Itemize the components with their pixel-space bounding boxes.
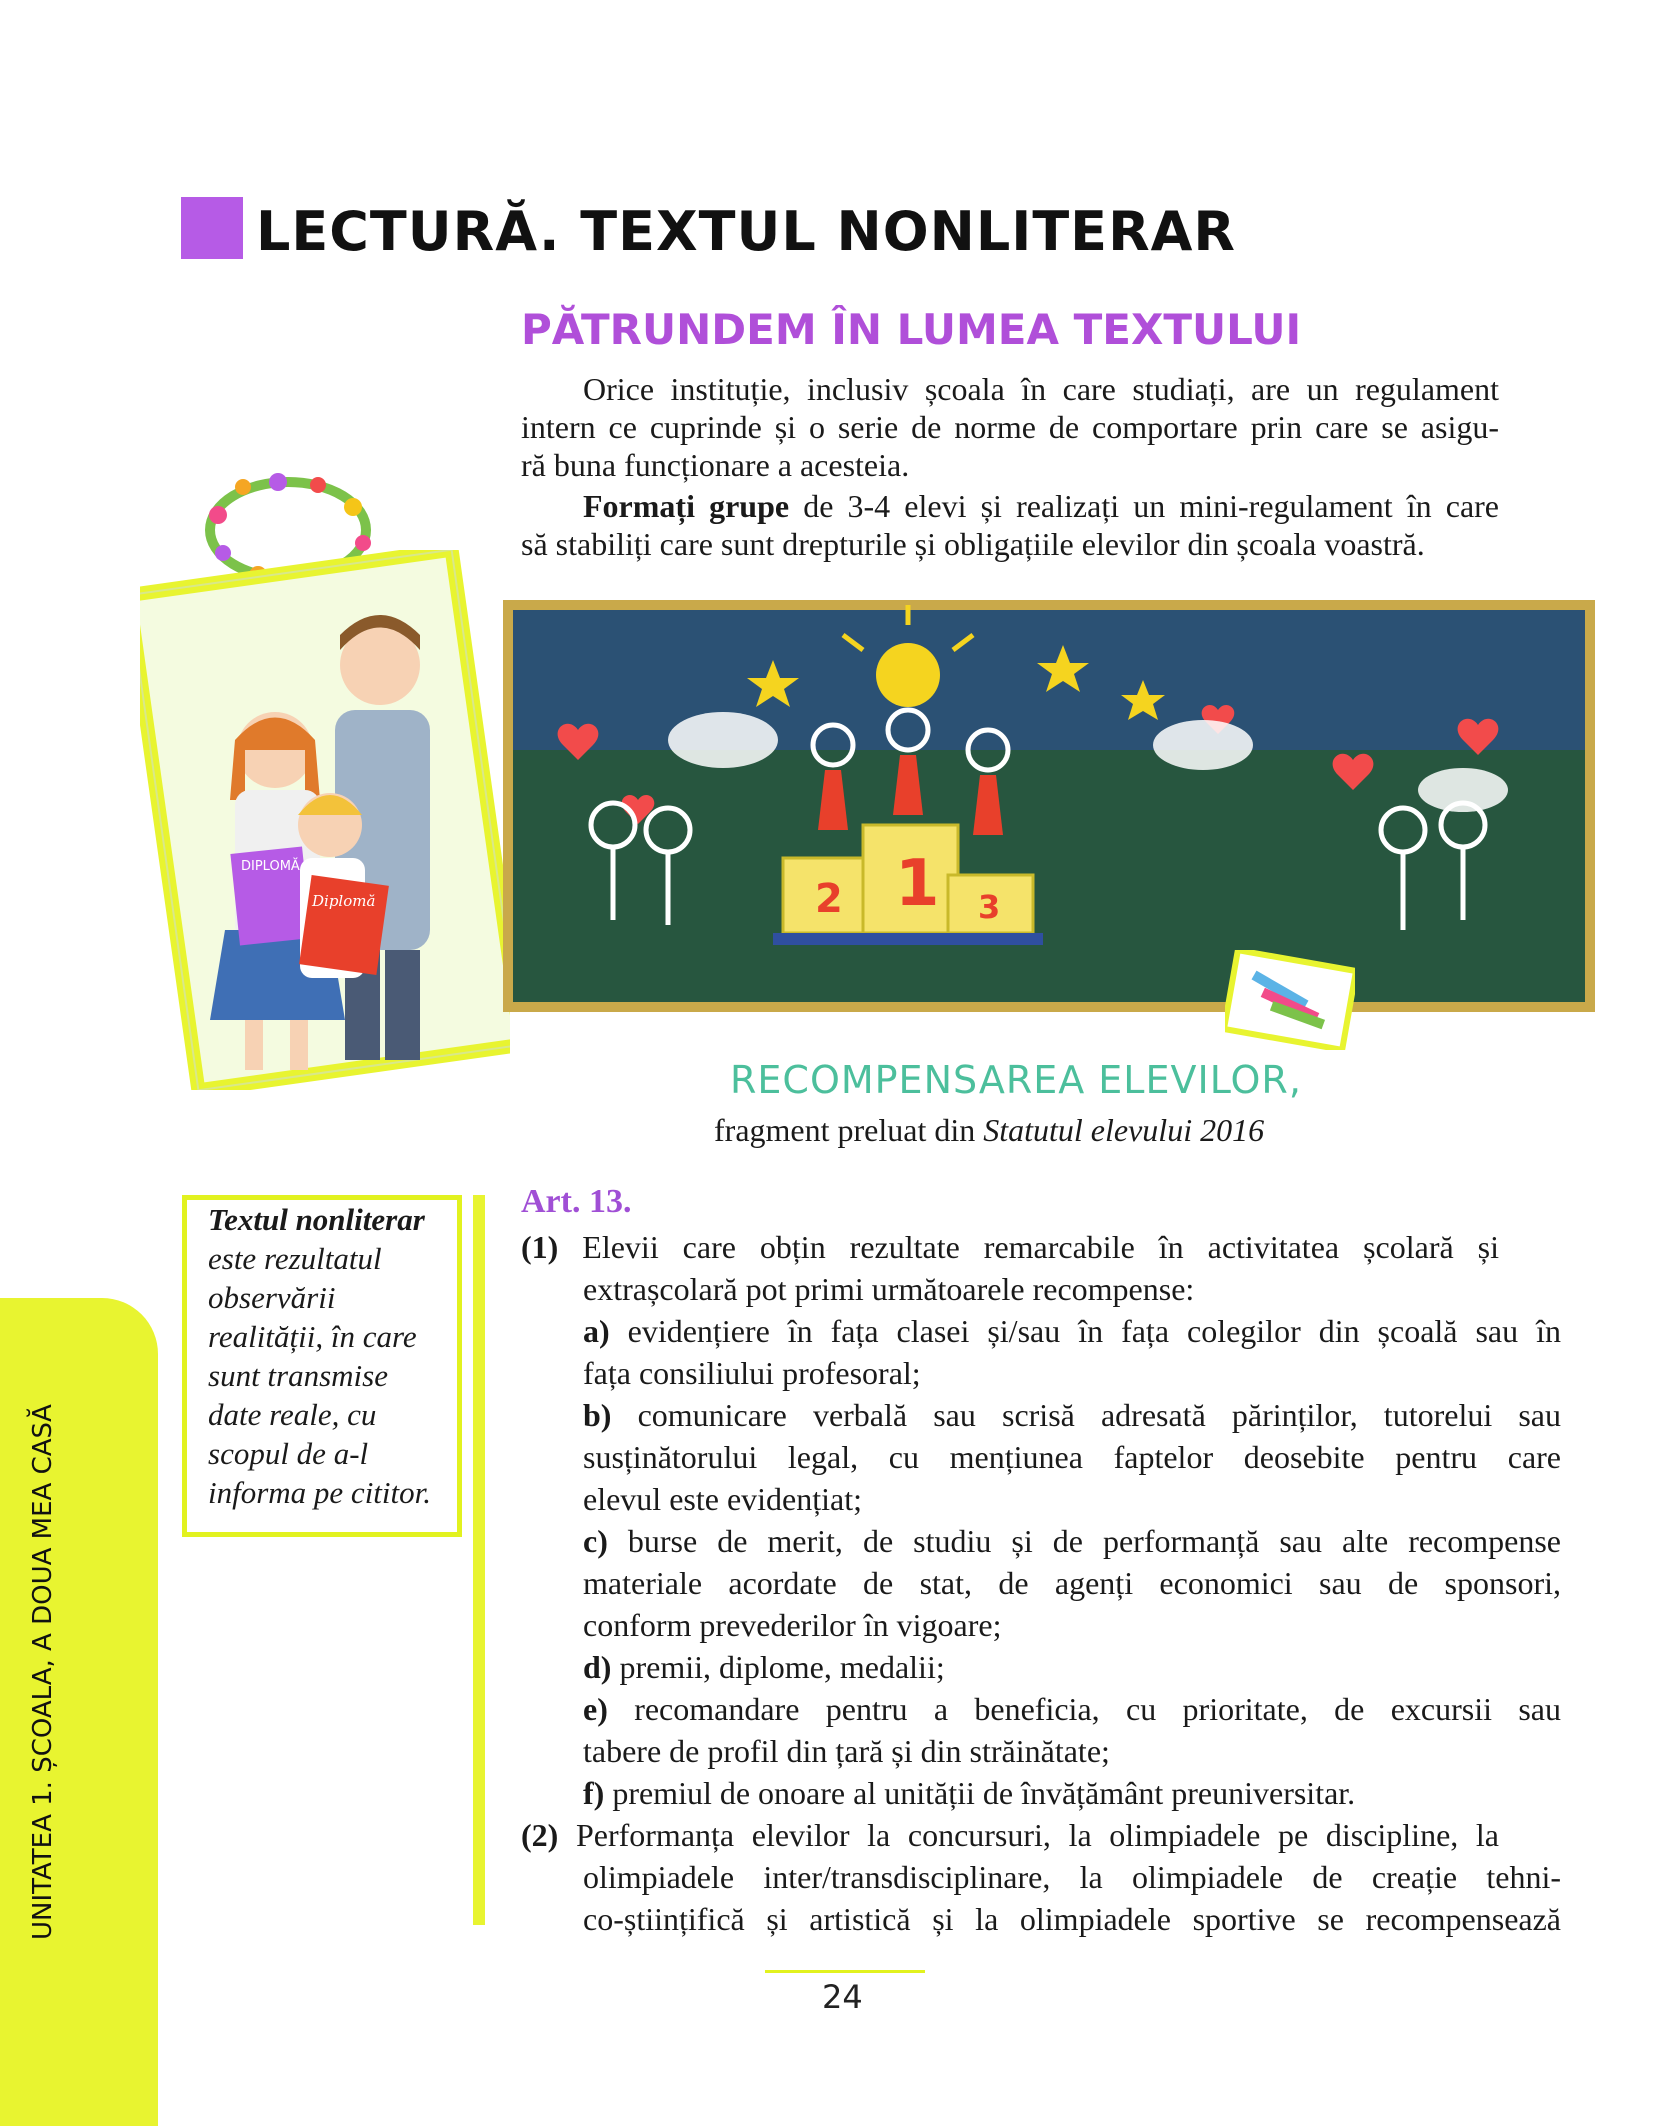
definition-term: Textul nonliterar: [208, 1202, 425, 1237]
intro-line-5: să stabiliți care sunt drepturile și obligațiile elevilor din școala voastră.: [521, 526, 1425, 562]
item-c-line-3: conform prevederilor în vigoare;: [583, 1607, 1002, 1643]
chalkboard-award-illustration: [503, 600, 1595, 1012]
diploma-label-2: Diplomă: [312, 892, 376, 910]
podium-place-3: 3: [978, 888, 1001, 926]
article-p2-line-2: olimpiadele inter/transdisciplinare, la olimpiadele de creație tehni-: [583, 1859, 1561, 1895]
section-title: LECTURĂ. TEXTUL NONLITERAR: [256, 200, 1237, 263]
article-p2-line-1: (2) Performanța elevilor la concursuri, la olimpiadele pe discipline, la: [521, 1817, 1499, 1853]
podium-place-2: 2: [815, 876, 843, 922]
item-c-line-1: c) burse de merit, de studiu și de performanță sau alte recompense: [583, 1523, 1561, 1559]
page-number-rule: [765, 1970, 925, 1973]
item-b-line-2: susținătorului legal, cu mențiunea faptelor deosebite pentru care: [583, 1439, 1561, 1475]
article-title: Art. 13.: [521, 1183, 632, 1220]
item-f-line-1: f) premiul de onoare al unității de învățământ preuniversitar.: [583, 1775, 1356, 1811]
students-with-diplomas-illustration: [140, 550, 510, 1090]
intro-line-2: intern ce cuprinde și o serie de norme de comportare prin care se asigu-: [521, 409, 1499, 445]
item-e-line-1: e) recomandare pentru a beneficia, cu prioritate, de excursii sau: [583, 1691, 1561, 1727]
item-e-line-2: tabere de profil din țară și din străinătate;: [583, 1733, 1110, 1769]
intro-line-4: Formați grupe de 3-4 elevi și realizați un mini-regulament în care: [583, 488, 1500, 524]
intro-bold: Formați grupe: [583, 488, 790, 524]
source-title: RECOMPENSAREA ELEVILOR,: [730, 1058, 1302, 1102]
source-fragment: fragment preluat din Statutul elevului 2016: [714, 1112, 1265, 1148]
item-a-line-2: fața consiliului profesoral;: [583, 1355, 921, 1391]
item-b-line-3: elevul este evidențiat;: [583, 1481, 862, 1517]
source-document-title: Statutul elevului 2016: [983, 1112, 1265, 1148]
item-b-line-1: b) comunicare verbală sau scrisă adresată părinților, tutorelui sau: [583, 1397, 1561, 1433]
article-p1-line-1: (1) Elevii care obțin rezultate remarcabile în activitatea școlară și: [521, 1229, 1499, 1265]
unit-tab: [0, 1298, 158, 2126]
intro-line-3: ră buna funcționare a acesteia.: [521, 447, 910, 483]
intro-line-1: Orice instituție, inclusiv școala în care studiați, are un regulament: [583, 371, 1499, 407]
podium-place-1: 1: [895, 847, 940, 921]
section-marker: [181, 197, 243, 259]
item-d-line-1: d) premii, diplome, medalii;: [583, 1649, 945, 1685]
definition-text: Textul nonliterar este rezultatul observării realității, în care sunt transmise date reale, cu scopul de a-l informa pe cititor.: [208, 1202, 432, 1510]
chalk-pieces-image: [1225, 950, 1355, 1050]
item-a-line-1: a) evidențiere în fața clasei și/sau în fața colegilor din școală sau în: [583, 1313, 1561, 1349]
article-margin-bar: [473, 1195, 485, 1925]
page-number: 24: [822, 1978, 863, 2016]
unit-label: UNITATEA 1. ȘCOALA, A DOUA MEA CASĂ: [28, 1404, 58, 1940]
subsection-title: PĂTRUNDEM ÎN LUMEA TEXTULUI: [521, 305, 1302, 354]
article-p1-line-2: extrașcolară pot primi următoarele recompense:: [583, 1271, 1195, 1307]
item-c-line-2: materiale acordate de stat, de agenți economici sau de sponsori,: [583, 1565, 1561, 1601]
diploma-label-1: DIPLOMĂ: [241, 859, 300, 874]
article-p2-line-3: co-științifică și artistică și la olimpiadele sportive se recompensează: [583, 1901, 1561, 1937]
